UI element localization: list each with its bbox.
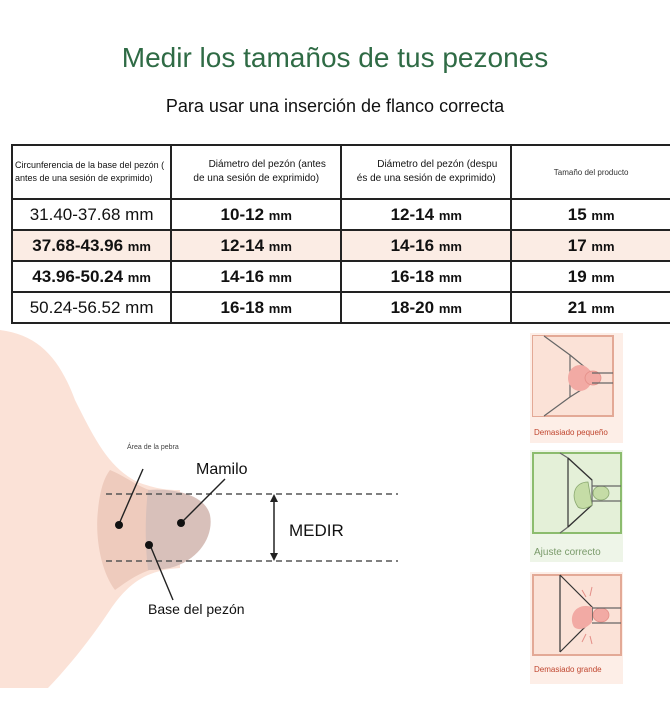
header-diameter-after [341, 145, 511, 199]
unit: mm [268, 207, 292, 223]
cell-after [341, 292, 511, 323]
too-large-label: Demasiado grande [534, 665, 602, 674]
unit: mm [125, 297, 154, 317]
measure-label: MEDIR [289, 521, 344, 540]
size-table [11, 144, 670, 324]
value: 16-18 [220, 297, 265, 317]
unit: mm [127, 238, 151, 254]
cell-circumference [12, 292, 171, 323]
cell-before [171, 292, 341, 323]
fit-card-too-large [530, 572, 623, 684]
value: 50.24-56.52 [29, 297, 121, 317]
correct-fit-icon [530, 450, 623, 540]
value: 21 [567, 297, 587, 317]
cell-size [511, 292, 670, 323]
header-line: de una sesión de exprimido) [193, 173, 320, 184]
cell-circumference [12, 199, 171, 230]
page-subtitle: Para usar una inserción de flanco correcta [165, 96, 505, 116]
unit: mm [591, 207, 615, 223]
value: 19 [567, 266, 587, 286]
cell-before [171, 230, 341, 261]
unit: mm [125, 204, 154, 224]
table-header-row [12, 145, 670, 199]
cell-before [171, 199, 341, 230]
too-small-fit-icon [530, 333, 623, 423]
cell-before [171, 261, 341, 292]
unit: mm [438, 238, 462, 254]
header-diameter-before [171, 145, 341, 199]
cell-after [341, 230, 511, 261]
unit: mm [127, 269, 151, 285]
value: 10-12 [220, 204, 265, 224]
value: 16-18 [390, 266, 435, 286]
unit: mm [438, 269, 462, 285]
unit: mm [591, 238, 615, 254]
cell-size [511, 230, 670, 261]
areola-label: Área de la pebra [127, 444, 179, 451]
fit-card-correct [530, 450, 623, 562]
unit: mm [268, 238, 292, 254]
nipple-measurement-diagram [0, 326, 520, 720]
base-label: Base del pezón [148, 601, 245, 617]
cell-size [511, 199, 670, 230]
value: 43.96-50.24 [32, 266, 124, 286]
table-row [12, 261, 670, 292]
table-row [12, 292, 670, 323]
unit: mm [268, 269, 292, 285]
value: 14-16 [390, 235, 435, 255]
cell-circumference [12, 230, 171, 261]
header-line: Diámetro del pezón (despu [377, 159, 498, 170]
nipple-label: Mamilo [196, 461, 248, 478]
cell-circumference [12, 261, 171, 292]
header-line: és de una sesión de exprimido) [356, 173, 496, 184]
cell-after [341, 199, 511, 230]
breast-profile-illustration [0, 326, 520, 720]
unit: mm [438, 300, 462, 316]
value: 18-20 [390, 297, 435, 317]
value: 17 [567, 235, 587, 255]
cell-size [511, 261, 670, 292]
unit: mm [591, 300, 615, 316]
header-line: Circunferencia de la base del pezón ( [15, 160, 165, 170]
header-line: Diámetro del pezón (antes [208, 159, 326, 170]
value: 15 [567, 204, 587, 224]
unit: mm [268, 300, 292, 316]
cell-after [341, 261, 511, 292]
page-title: Medir los tamaños de tus pezones [121, 42, 549, 73]
header-product-size: Tamaño del producto [511, 145, 670, 199]
unit: mm [591, 269, 615, 285]
header-circumference [12, 145, 171, 199]
value: 37.68-43.96 [32, 235, 124, 255]
value: 12-14 [220, 235, 265, 255]
value: 31.40-37.68 [29, 204, 121, 224]
header-line: antes de una sesión de exprimido) [15, 173, 153, 183]
table-row-highlighted [12, 230, 670, 261]
value: 14-16 [220, 266, 265, 286]
fit-card-too-small [530, 333, 623, 443]
value: 12-14 [390, 204, 435, 224]
too-small-label: Demasiado pequeño [534, 428, 608, 437]
too-large-fit-icon [530, 572, 623, 662]
unit: mm [438, 207, 462, 223]
table-row [12, 199, 670, 230]
correct-label: Ajuste correcto [534, 547, 601, 558]
